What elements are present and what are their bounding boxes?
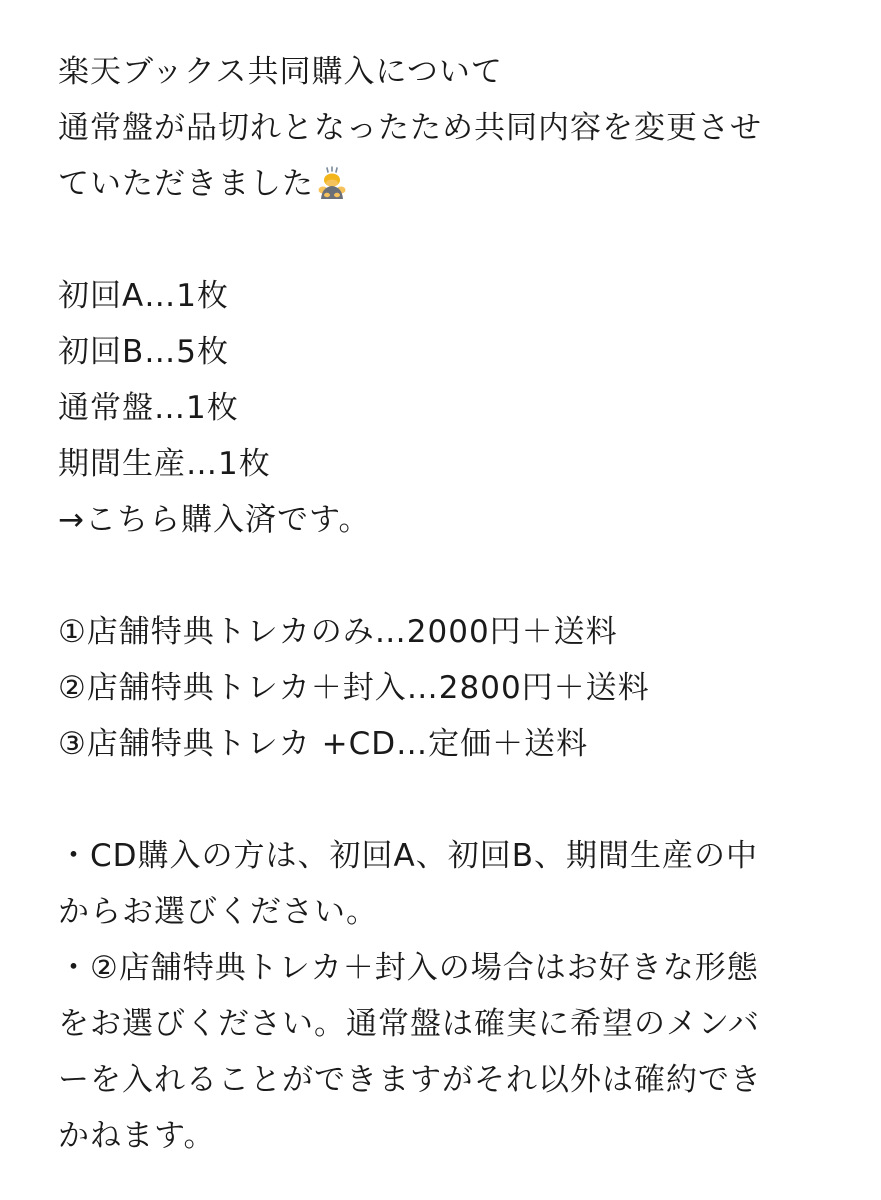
intro-line-1: 通常盤が品切れとなったため共同内容を変更させ xyxy=(58,110,762,146)
purchased-item: 期間生産…1枚 xyxy=(58,446,271,482)
purchased-item: 初回A…1枚 xyxy=(58,278,229,314)
intro-line-2-text: ていただきました xyxy=(58,166,314,202)
notes-line: ーを入れることができますがそれ以外は確約でき xyxy=(58,1062,762,1098)
option-item: ③店舗特典トレカ +CD…定価＋送料 xyxy=(58,726,589,762)
option-item: ②店舗特典トレカ＋封入…2800円＋送料 xyxy=(58,670,650,706)
spacer xyxy=(58,548,858,604)
purchased-note: →こちら購入済です。 xyxy=(58,502,371,538)
notes-line: をお選びください。通常盤は確実に希望のメンバ xyxy=(58,1006,760,1042)
note-body xyxy=(58,44,858,1164)
notes-line: ・CD購入の方は、初回A、初回B、期間生産の中 xyxy=(58,838,758,874)
intro-line-2 xyxy=(58,156,858,212)
option-item: ①店舗特典トレカのみ…2000円＋送料 xyxy=(58,614,618,650)
purchased-item: 初回B…5枚 xyxy=(58,334,229,370)
purchased-item: 通常盤…1枚 xyxy=(58,390,239,426)
notes-line: からお選びください。 xyxy=(58,894,378,930)
note-title: 楽天ブックス共同購入について xyxy=(58,54,503,90)
bowing-person-icon xyxy=(316,162,348,196)
notes-line: かねます。 xyxy=(58,1118,216,1154)
spacer xyxy=(58,212,858,268)
spacer xyxy=(58,772,858,828)
notes-line: ・②店舗特典トレカ＋封入の場合はお好きな形態 xyxy=(58,950,759,986)
